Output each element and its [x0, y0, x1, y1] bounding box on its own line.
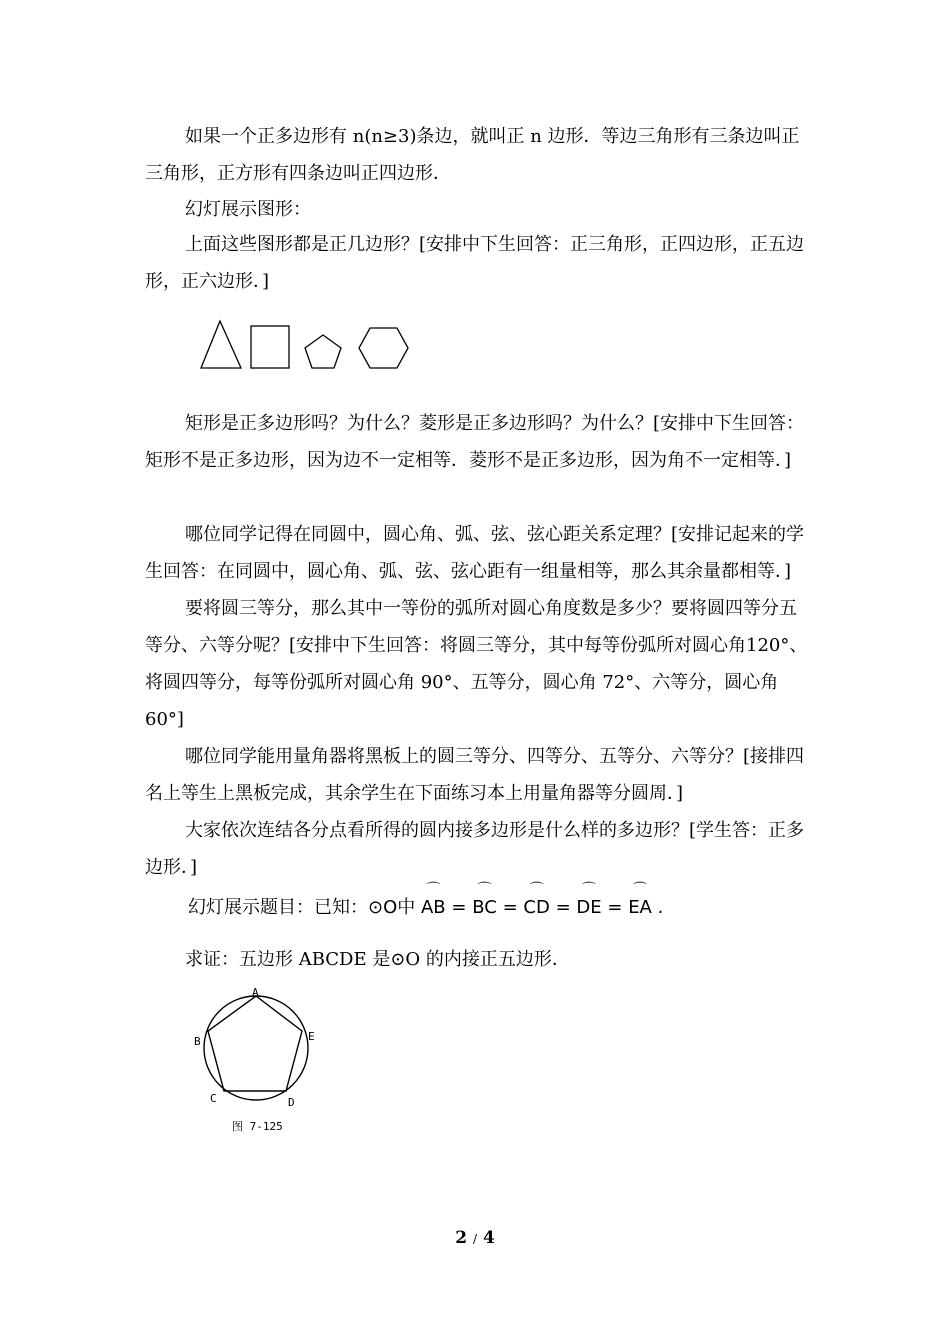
arc-symbol: ⌒: [477, 882, 492, 898]
arc-symbol: ⌒: [582, 882, 596, 898]
circle-o: [204, 996, 308, 1100]
figure-caption: 图 7-125: [232, 1120, 283, 1133]
arc-symbol: ⌒: [633, 882, 648, 898]
given-statement: [188, 882, 664, 919]
arc-symbol: ⌒: [426, 882, 441, 898]
page-separator: /: [472, 1232, 478, 1246]
square-shape: [251, 326, 289, 368]
pentagon-abcde: [208, 996, 302, 1091]
arc-ea: ⌒ EA: [628, 897, 652, 918]
equals-sign: =: [607, 897, 623, 918]
label-b: B: [194, 1035, 201, 1048]
equals-sign: =: [451, 897, 467, 918]
paragraph-question-shapes: 上面这些图形都是正几边形？[安排中下生回答：正三角形，正四边形，正五边形，正六边形．]: [145, 234, 805, 292]
paragraph-inscribed-polygon: 大家依次连结各分点看所得的圆内接多边形是什么样的多边形？[学生答：正多边形．]: [145, 820, 805, 878]
arc-de: ⌒ DE: [576, 897, 601, 918]
inscribed-pentagon-figure: [190, 985, 330, 1143]
pentagon-shape: [305, 335, 341, 368]
triangle-shape: [201, 321, 241, 368]
hexagon-shape: [359, 328, 408, 368]
current-page: 2: [455, 1228, 468, 1248]
equals-sign: =: [555, 897, 571, 918]
given-prefix: 幻灯展示题目：已知：⊙O中: [188, 897, 416, 918]
arc-ab: ⌒ AB: [421, 897, 446, 918]
paragraph-definition: 如果一个正多边形有 n(n≥3)条边，就叫正 n 边形．等边三角形有三条边叫正三角形，正方形有四条边叫正四边形．: [145, 126, 800, 184]
label-c: C: [210, 1092, 217, 1105]
prove-statement: 求证：五边形 ABCDE 是⊙O 的内接正五边形．: [185, 949, 570, 970]
arc-cd: ⌒ CD: [523, 897, 549, 918]
paragraph-divide-circle: 要将圆三等分，那么其中一等份的弧所对圆心角度数是多少？要将圆四等分五等分、六等分呢？[安排中下生回答：将圆三等分，其中每等份弧所对圆心角120°、将圆四等分，每等份弧所对圆心角 90°、五等分，圆心角 72°、六等分，圆心角 60°]: [145, 598, 808, 730]
paragraph-slide-intro: 幻灯展示图形：: [185, 199, 311, 220]
paragraph-rectangle-rhombus: 矩形是正多边形吗？为什么？菱形是正多边形吗？为什么？[安排中下生回答：矩形不是正多边形，因为边不一定相等．菱形不是正多边形，因为角不一定相等．]: [145, 413, 805, 471]
paragraph-circle-theorem: 哪位同学记得在同圆中，圆心角、弧、弦、弦心距关系定理？[安排记起来的学生回答：在同圆中，圆心角、弧、弦、弦心距有一组量相等，那么其余量都相等．]: [145, 524, 805, 582]
regular-polygons-figure: [195, 318, 415, 374]
equals-sign: =: [502, 897, 518, 918]
arc-symbol: ⌒: [529, 882, 544, 898]
paragraph-protractor: 哪位同学能用量角器将黑板上的圆三等分、四等分、五等分、六等分？[接排四名上等生上黑板完成，其余学生在下面练习本上用量角器等分圆周．]: [145, 746, 805, 804]
period: .: [657, 897, 664, 918]
page-number: [0, 1228, 950, 1248]
label-d: D: [288, 1096, 295, 1109]
total-pages: 4: [482, 1228, 495, 1248]
arc-bc: ⌒ BC: [472, 897, 497, 918]
label-e: E: [308, 1030, 315, 1043]
label-a: A: [252, 986, 259, 999]
